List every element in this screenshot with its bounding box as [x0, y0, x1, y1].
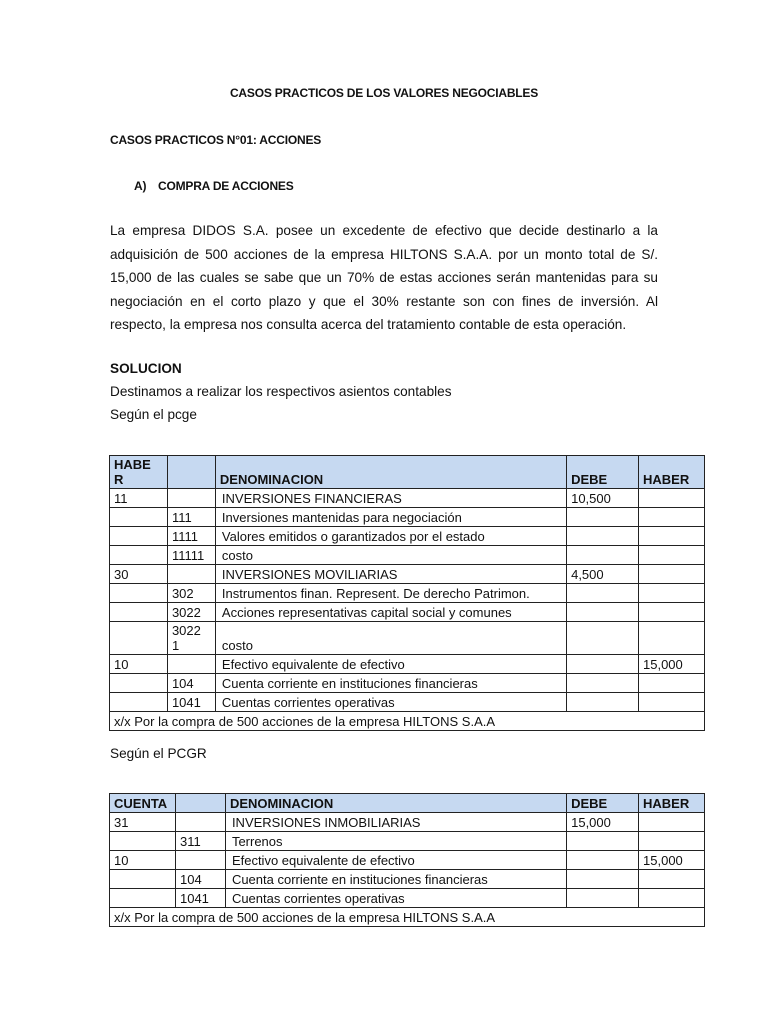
table-cell: Inversiones mantenidas para negociación [215, 508, 566, 527]
table-cell [110, 693, 168, 712]
table-cell: 4,500 [567, 565, 639, 584]
section-a-heading [134, 179, 294, 193]
table-cell: 15,000 [639, 851, 705, 870]
table-cell [167, 489, 215, 508]
table-row [110, 508, 705, 527]
table-cell: 3022 [167, 603, 215, 622]
table-cell [567, 584, 639, 603]
table-row [110, 813, 705, 832]
table-row [110, 851, 705, 870]
table-cell [567, 832, 639, 851]
pcgr-journal-table [109, 793, 705, 927]
table-cell [567, 603, 639, 622]
table-cell [110, 546, 168, 565]
table-cell [639, 584, 705, 603]
table-cell: 1111 [167, 527, 215, 546]
table-row [110, 603, 705, 622]
table-cell: 1041 [167, 693, 215, 712]
table-row [110, 565, 705, 584]
table-cell: 302 [167, 584, 215, 603]
table-cell [567, 674, 639, 693]
table-cell [110, 527, 168, 546]
table-cell [639, 489, 705, 508]
column-header: DENOMINACION [225, 794, 566, 813]
pcge-label: Según el pcge [110, 407, 197, 422]
table-row [110, 674, 705, 693]
table-row [110, 870, 705, 889]
table-cell [567, 622, 639, 655]
table-cell [639, 832, 705, 851]
table-header-row [110, 456, 705, 489]
table-row [110, 655, 705, 674]
table-cell [639, 622, 705, 655]
table-cell [175, 851, 225, 870]
table-cell: 30 [110, 565, 168, 584]
table-row [110, 546, 705, 565]
table-cell [567, 546, 639, 565]
table-cell [167, 655, 215, 674]
column-header: HABE R [110, 456, 168, 489]
table-cell: 111 [167, 508, 215, 527]
table-cell: Cuenta corriente en instituciones financieras [215, 674, 566, 693]
table-cell: Cuentas corrientes operativas [215, 693, 566, 712]
table-row [110, 489, 705, 508]
table-cell [639, 508, 705, 527]
journal-entry-description: x/x Por la compra de 500 acciones de la empresa HILTONS S.A.A [110, 712, 705, 731]
table-cell [110, 674, 168, 693]
table-cell: 31 [110, 813, 176, 832]
table-header-row [110, 794, 705, 813]
case-paragraph: La empresa DIDOS S.A. posee un excedente de efectivo que decide destinarlo a la adquisición de 500 acciones de la empresa HILTONS S.A.A. por un monto total de S/. 15,000 de las cuales se sabe que un 70% de estas acciones serán mantenidas para su negociación en el corto plazo y que el 30% restante son con fines de inversión. Al respecto, la empresa nos consulta acerca del tratamiento contable de esta operación. [110, 223, 658, 333]
column-header: DENOMINACION [215, 456, 566, 489]
pcge-journal-table [109, 455, 705, 731]
table-cell [639, 674, 705, 693]
table-cell [175, 813, 225, 832]
table-cell: costo [215, 546, 566, 565]
table-cell: Efectivo equivalente de efectivo [215, 655, 566, 674]
table-cell [639, 889, 705, 908]
section-a-label: COMPRA DE ACCIONES [158, 179, 294, 193]
table-footer-row [110, 712, 705, 731]
column-header [175, 794, 225, 813]
table-cell [639, 870, 705, 889]
table-cell [110, 832, 176, 851]
section-a-letter: A) [134, 179, 147, 193]
column-header [167, 456, 215, 489]
table-cell [110, 508, 168, 527]
table-cell [639, 565, 705, 584]
table-cell [639, 603, 705, 622]
table-cell: Acciones representativas capital social y comunes [215, 603, 566, 622]
table-footer-row [110, 908, 705, 927]
table-cell [639, 527, 705, 546]
table-cell: costo [215, 622, 566, 655]
column-header: HABER [639, 456, 705, 489]
table-cell: 11 [110, 489, 168, 508]
table-cell [567, 851, 639, 870]
table-cell: INVERSIONES MOVILIARIAS [215, 565, 566, 584]
table-cell: 311 [175, 832, 225, 851]
column-header: CUENTA [110, 794, 176, 813]
table-cell: 10 [110, 851, 176, 870]
table-cell: Terrenos [225, 832, 566, 851]
table-cell: Valores emitidos o garantizados por el estado [215, 527, 566, 546]
table-cell: 10,500 [567, 489, 639, 508]
table-cell [567, 508, 639, 527]
table-cell: Efectivo equivalente de efectivo [225, 851, 566, 870]
solucion-heading: SOLUCION [110, 361, 182, 376]
table-cell [110, 622, 168, 655]
table-cell [639, 546, 705, 565]
table-cell: INVERSIONES FINANCIERAS [215, 489, 566, 508]
table-row [110, 622, 705, 655]
case-title: CASOS PRACTICOS N°01: ACCIONES [110, 133, 322, 147]
document-title: CASOS PRACTICOS DE LOS VALORES NEGOCIABLES [229, 86, 539, 100]
table-cell: Cuentas corrientes operativas [225, 889, 566, 908]
table-cell: 104 [175, 870, 225, 889]
table-row [110, 584, 705, 603]
column-header: HABER [639, 794, 705, 813]
table-cell: 15,000 [567, 813, 639, 832]
table-cell: 3022 1 [167, 622, 215, 655]
solucion-line: Destinamos a realizar los respectivos asientos contables [110, 384, 452, 399]
table-row [110, 889, 705, 908]
table-cell: INVERSIONES INMOBILIARIAS [225, 813, 566, 832]
table-cell [110, 584, 168, 603]
table-cell: Cuenta corriente en instituciones financieras [225, 870, 566, 889]
column-header: DEBE [567, 456, 639, 489]
pcgr-label: Según el PCGR [110, 746, 207, 761]
table-row [110, 693, 705, 712]
journal-entry-description: x/x Por la compra de 500 acciones de la empresa HILTONS S.A.A [110, 908, 705, 927]
table-cell [110, 889, 176, 908]
table-cell: 104 [167, 674, 215, 693]
table-cell [567, 870, 639, 889]
table-cell: 10 [110, 655, 168, 674]
table-cell: 1041 [175, 889, 225, 908]
table-cell [110, 603, 168, 622]
table-cell [639, 693, 705, 712]
table-cell [167, 565, 215, 584]
table-row [110, 832, 705, 851]
table-cell [639, 813, 705, 832]
column-header: DEBE [567, 794, 639, 813]
table-cell [110, 870, 176, 889]
table-cell [567, 693, 639, 712]
table-cell [567, 889, 639, 908]
table-cell [567, 655, 639, 674]
table-row [110, 527, 705, 546]
table-cell [567, 527, 639, 546]
table-cell: 15,000 [639, 655, 705, 674]
table-cell: Instrumentos finan. Represent. De derecho Patrimon. [215, 584, 566, 603]
table-cell: 11111 [167, 546, 215, 565]
